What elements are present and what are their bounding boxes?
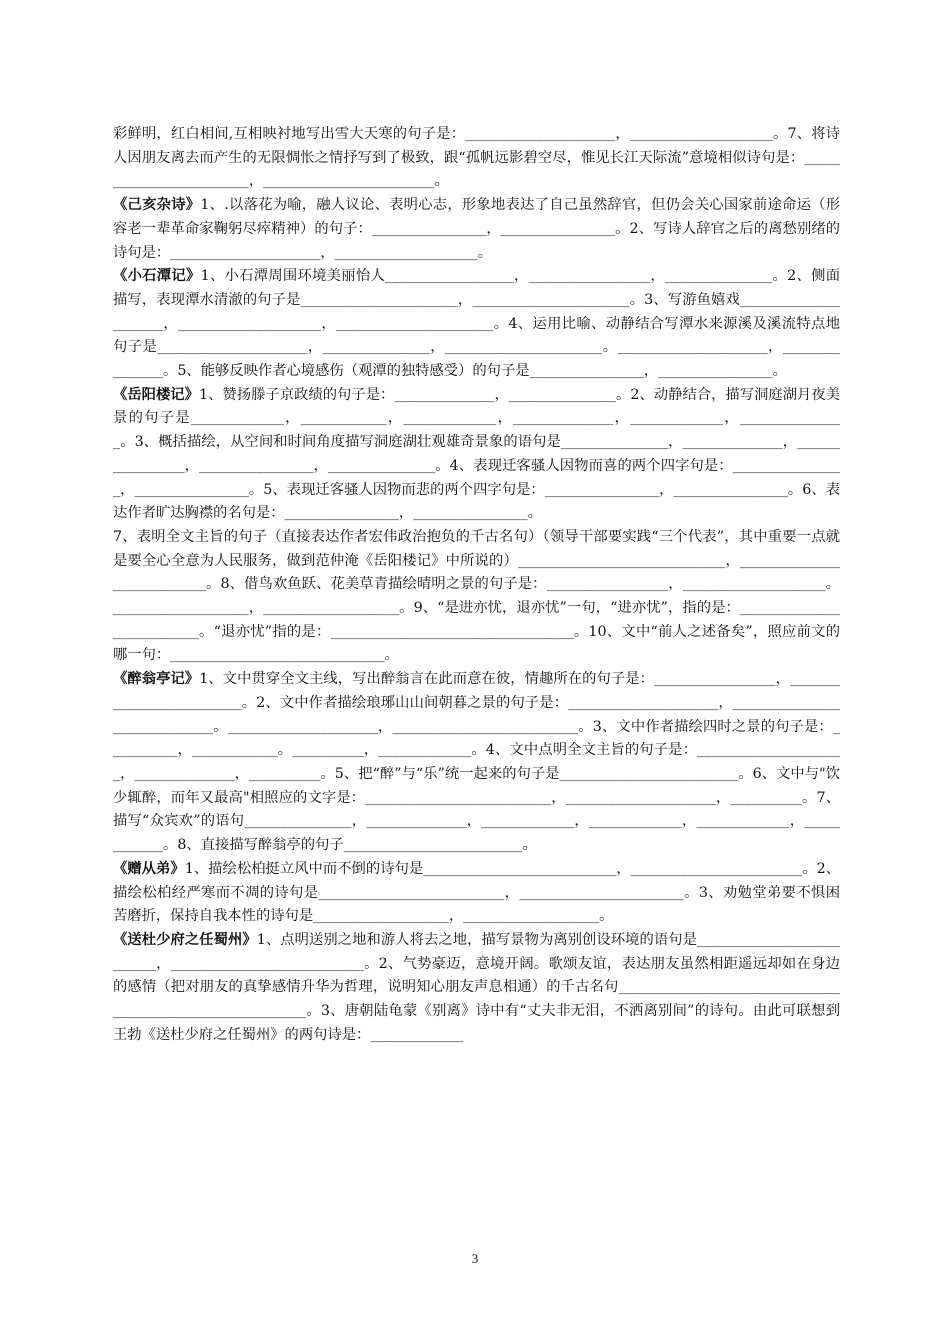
paragraph-text: 1、.以落花为喻，融人议论、表明心志，形象地表达了自己虽然辞官，但仍会关心国家前途命运（形容老一辈革命家鞠躬尽瘁精神）的句子：________________，________________。2、写诗人辞官之后的离愁别绪的诗句是：_____________________，____________________。	[113, 197, 841, 261]
section-zengcongdi	[113, 858, 840, 929]
paragraph-text: 1、赞扬滕子京政绩的句子是：______________，_______________。2、动静结合，描写洞庭湖月夜美景的句子是_____________，____________，_____________，______________，_____________，_______________。3、概括描绘，从空间和时间角度描写洞庭湖壮观雄奇景象的语句是_______________，______________，________________，________________，_______________。4、表现迁客骚人因物而喜的两个四字句是：________________，________________。5、表现迁客骚人因物而悲的两个四字句是：________________，________________。6、表达作者旷达胸襟的名句是：________________，________________。	[113, 386, 841, 522]
section-title: 《小石潭记》	[113, 268, 201, 285]
paragraph-continuation	[113, 123, 840, 194]
paragraph-text: 1、文中贯穿全文主线，写出醉翁言在此而意在彼，情趣所在的句子是：_________________，_________________________。2、文中作者描绘琅琊山山间朝暮之景的句子是：_____________________，_____________________________。_____________________，__________________________。3、文中作者描绘四时之景的句子是：__________，____________。__________，_____________。4、文中点明全文主旨的句子是：_____________________，______________，__________。5、把“醉”与“乐”统一起来的句子是_________________________。6、文中与"饮少辄醉，而年又最高"相照应的文字是：__________________________，_____________________，__________。7、描写“众宾欢”的语句_______________，______________，_____________，_____________，_____________，____________。8、直接描写醉翁亭的句子_________________________。	[113, 671, 841, 854]
paragraph-text: 彩鲜明，红白相间,互相映衬地写出雪大天寒的句子是：_____________________，____________________。7、将诗人因朋友离去而产生的无限惆怅之情抒写到了极致，跟“孤帆远影碧空尽，惟见长江天际流”意境相似诗句是：________________________，________________________。	[113, 126, 840, 190]
paragraph-text: 1、小石潭周围环境美丽怡人__________________，_________________，_______________。2、侧面描写，表现潭水清澈的句子是______________________，______________________。3、写游鱼嬉戏_____________________，____________________，______________________。4、运用比喻、动静结合写潭水来源溪及溪流特点地句子是_____________________，_______________，______________________。_____________________，_______________。5、能够反映作者心境感伤（观潭的独特感受）的句子是________________，________________。	[113, 268, 841, 380]
section-jihai-zashi	[113, 194, 840, 265]
section-songdushaofu	[113, 929, 840, 1048]
section-yueyanglouji-cont	[113, 526, 840, 668]
paragraph-text: 7、表明全文主旨的句子（直接表达作者宏伟政治抱负的千古名句）（领导干部要实践“三个代表”，其中重要一点就是要全心全意为人民服务，做到范仲淹《岳阳楼记》中所说的）_____________________________，___________________________。8、借鸟欢鱼跃、花美草青描绘晴明之景的句子是：_________________，____________________。___________________，___________________。9、“是进亦忧，退亦忧”一句，“进亦忧”，指的是：__________________________。“退亦忧”指的是：__________________________________。10、文中“前人之述备矣”，照应前文的哪一句：______________________________。	[113, 528, 840, 664]
section-title: 《岳阳楼记》	[113, 386, 199, 403]
section-zuiwengtingji	[113, 668, 840, 858]
section-xiaoshitanji	[113, 265, 840, 384]
section-title: 《醉翁亭记》	[113, 671, 200, 688]
section-title: 《赠从弟》	[113, 860, 185, 877]
section-title: 《己亥杂诗》	[113, 197, 201, 214]
paragraph-text: 1、点明送别之地和游人将去之地，描写景物为离别创设环境的语句是__________________________，___________________________。2、气势豪迈，意境开阔。歌颂友谊，表达朋友虽然相距遥远却如在身边的感情（把对朋友的真挚感情升华为哲理，说明知心朋友声息相通）的千古名句__________________________________________________________。3、唐朝陆龟蒙《别离》诗中有“丈夫非无泪，不洒离别间”的诗句。由此可联想到王勃《送杜少府之任蜀州》的两句诗是：_____________	[113, 931, 841, 1043]
section-title: 《送杜少府之任蜀州》	[113, 931, 257, 948]
document-body	[113, 123, 840, 1047]
section-yueyanglouji	[113, 384, 840, 526]
paragraph-text: 1、描绘松柏挺立风中而不倒的诗句是___________________________，________________________。2、描绘松柏经严寒而不凋的诗句是__________________________，_______________________。3、劝勉堂弟要不惧困苦磨折，保持自我本性的诗句是___________________，___________________。	[113, 860, 841, 925]
page-number: 3	[471, 1251, 479, 1266]
